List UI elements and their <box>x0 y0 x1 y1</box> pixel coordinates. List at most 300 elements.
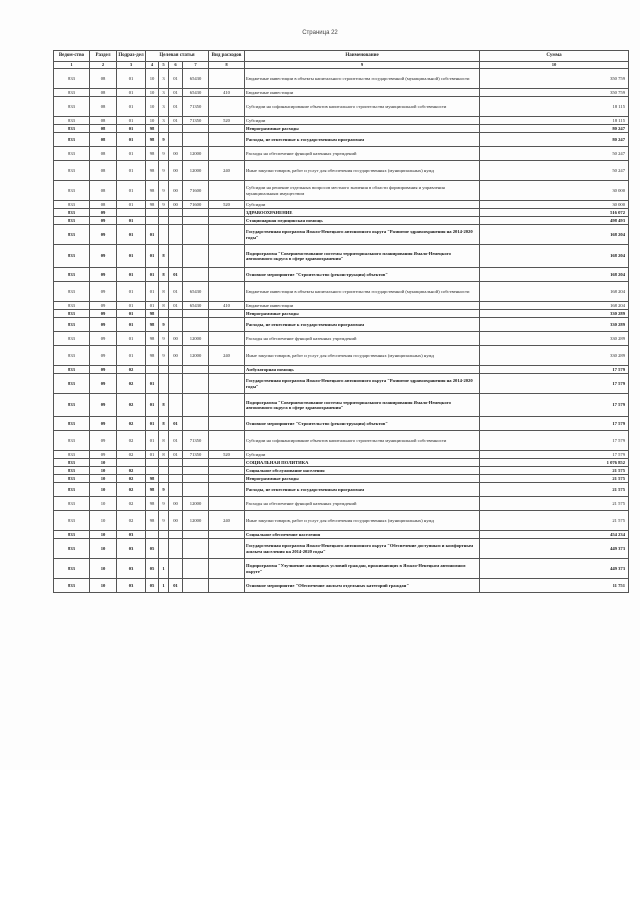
program-cell: 01 <box>146 268 159 282</box>
vedomstvo-cell: 833 <box>54 394 90 417</box>
table-row <box>54 125 629 133</box>
summa-cell: 168 204 <box>480 282 629 302</box>
table-row <box>54 318 629 332</box>
podrazdel-cell: 02 <box>117 497 146 511</box>
summa-cell: 330 289 <box>480 318 629 332</box>
event-cell <box>169 366 183 374</box>
summa-cell: 50 247 <box>480 147 629 161</box>
naimenovanie-cell: Социальное обслуживание населения <box>245 467 480 475</box>
table-row <box>54 161 629 181</box>
subprogram-cell: 8 <box>159 451 169 459</box>
table-row <box>54 451 629 459</box>
table-header-row <box>54 51 629 62</box>
razdel-cell: 09 <box>90 268 117 282</box>
table-row <box>54 539 629 559</box>
event-cell: 01 <box>169 579 183 593</box>
event-cell: 01 <box>169 451 183 459</box>
naimenovanie-cell: Бюджетные инвестиции в объекты капитального строительства государственной (муниципальной) собственности <box>245 69 480 89</box>
summa-cell: 30 000 <box>480 181 629 201</box>
podrazdel-cell: 01 <box>117 318 146 332</box>
table-body <box>54 69 629 593</box>
event-cell: 01 <box>169 302 183 310</box>
program-cell: 98 <box>146 310 159 318</box>
naimenovanie-cell: Иные закупки товаров, работ и услуг для обеспечения государственных (муниципальных) нужд <box>245 346 480 366</box>
summa-cell: 21 575 <box>480 497 629 511</box>
naimenovanie-cell: Непрограммные расходы <box>245 475 480 483</box>
razdel-cell: 09 <box>90 209 117 217</box>
razdel-cell: 09 <box>90 245 117 268</box>
naimenovanie-cell: Субсидии <box>245 201 480 209</box>
direction-cell: 12000 <box>183 346 209 366</box>
summa-cell: 168 204 <box>480 245 629 268</box>
summa-cell: 330 289 <box>480 310 629 318</box>
vedomstvo-cell: 833 <box>54 133 90 147</box>
event-cell: 00 <box>169 497 183 511</box>
razdel-cell: 09 <box>90 318 117 332</box>
podrazdel-cell: 02 <box>117 475 146 483</box>
vedomstvo-cell: 833 <box>54 431 90 451</box>
table-row <box>54 268 629 282</box>
subprogram-cell <box>159 539 169 559</box>
table-row <box>54 133 629 147</box>
subprogram-cell: 1 <box>159 559 169 579</box>
table-row <box>54 89 629 97</box>
program-cell: 98 <box>146 147 159 161</box>
summa-cell: 449 373 <box>480 539 629 559</box>
subprogram-cell: 9 <box>159 497 169 511</box>
vid-rashodov-cell <box>209 539 245 559</box>
summa-cell: 30 000 <box>480 201 629 209</box>
direction-cell <box>183 483 209 497</box>
vedomstvo-cell: 833 <box>54 366 90 374</box>
table-row <box>54 346 629 366</box>
razdel-cell: 08 <box>90 181 117 201</box>
summa-cell: 168 204 <box>480 225 629 245</box>
table-row <box>54 483 629 497</box>
vid-rashodov-cell <box>209 268 245 282</box>
program-cell: 98 <box>146 125 159 133</box>
vedomstvo-cell: 833 <box>54 310 90 318</box>
vid-rashodov-cell <box>209 282 245 302</box>
table-row <box>54 302 629 310</box>
vid-rashodov-cell: 410 <box>209 89 245 97</box>
podrazdel-cell: 03 <box>117 539 146 559</box>
event-cell <box>169 209 183 217</box>
summa-cell: 449 373 <box>480 559 629 579</box>
podrazdel-cell: 01 <box>117 133 146 147</box>
event-cell <box>169 310 183 318</box>
razdel-cell: 08 <box>90 161 117 181</box>
program-cell: 01 <box>146 245 159 268</box>
summa-cell: 21 575 <box>480 511 629 531</box>
summa-cell: 21 575 <box>480 467 629 475</box>
vid-rashodov-cell <box>209 531 245 539</box>
event-cell <box>169 559 183 579</box>
program-cell <box>146 209 159 217</box>
event-cell: 00 <box>169 161 183 181</box>
vedomstvo-cell: 833 <box>54 531 90 539</box>
podrazdel-cell: 02 <box>117 483 146 497</box>
vid-rashodov-cell: 240 <box>209 511 245 531</box>
razdel-cell: 08 <box>90 117 117 125</box>
podrazdel-cell: 01 <box>117 346 146 366</box>
header-podrazdel: Подраз-дел <box>117 51 146 62</box>
razdel-cell: 10 <box>90 467 117 475</box>
header-vedomstvo: Ведом-ство <box>54 51 90 62</box>
podrazdel-cell: 02 <box>117 451 146 459</box>
vedomstvo-cell: 833 <box>54 217 90 225</box>
subprogram-cell <box>159 366 169 374</box>
subprogram-cell <box>159 459 169 467</box>
summa-cell: 330 289 <box>480 346 629 366</box>
table-row <box>54 310 629 318</box>
vedomstvo-cell: 833 <box>54 282 90 302</box>
subprogram-cell: 8 <box>159 282 169 302</box>
column-number-row <box>54 62 629 69</box>
table-row <box>54 475 629 483</box>
direction-cell: 65430 <box>183 69 209 89</box>
subprogram-cell: 9 <box>159 147 169 161</box>
vid-rashodov-cell <box>209 459 245 467</box>
vid-rashodov-cell <box>209 69 245 89</box>
naimenovanie-cell: Стационарная медицинская помощь <box>245 217 480 225</box>
naimenovanie-cell: Расходы на обеспечение функций казенных учреждений <box>245 147 480 161</box>
table-row <box>54 467 629 475</box>
budget-table <box>53 50 629 593</box>
direction-cell <box>183 133 209 147</box>
podrazdel-cell: 01 <box>117 147 146 161</box>
subprogram-cell <box>159 217 169 225</box>
subprogram-cell: 9 <box>159 511 169 531</box>
program-cell: 98 <box>146 483 159 497</box>
summa-cell: 516 072 <box>480 209 629 217</box>
subprogram-cell: 9 <box>159 332 169 346</box>
summa-cell: 350 759 <box>480 69 629 89</box>
naimenovanie-cell: Иные закупки товаров, работ и услуг для обеспечения государственных (муниципальных) нужд <box>245 511 480 531</box>
razdel-cell: 09 <box>90 451 117 459</box>
program-cell: 05 <box>146 539 159 559</box>
vedomstvo-cell: 833 <box>54 201 90 209</box>
podrazdel-cell: 02 <box>117 374 146 394</box>
subprogram-cell: 1 <box>159 579 169 593</box>
table-row <box>54 245 629 268</box>
subprogram-cell <box>159 225 169 245</box>
direction-cell: 12000 <box>183 147 209 161</box>
vedomstvo-cell: 833 <box>54 559 90 579</box>
program-cell: 98 <box>146 332 159 346</box>
event-cell: 00 <box>169 346 183 366</box>
razdel-cell: 10 <box>90 511 117 531</box>
program-cell: 98 <box>146 133 159 147</box>
subprogram-cell: 8 <box>159 302 169 310</box>
vid-rashodov-cell <box>209 431 245 451</box>
naimenovanie-cell: Социальное обеспечение населения <box>245 531 480 539</box>
direction-cell <box>183 475 209 483</box>
program-cell: 05 <box>146 579 159 593</box>
summa-cell: 50 247 <box>480 161 629 181</box>
vedomstvo-cell: 833 <box>54 89 90 97</box>
program-cell: 01 <box>146 394 159 417</box>
naimenovanie-cell: Расходы, не отнесенные к государственным программам <box>245 483 480 497</box>
podrazdel-cell: 01 <box>117 302 146 310</box>
vedomstvo-cell: 833 <box>54 467 90 475</box>
naimenovanie-cell: Государственная программа Ямало-Ненецкого автономного округа "Развитие здравоохранения на 2014-2020 годы" <box>245 225 480 245</box>
vedomstvo-cell: 833 <box>54 483 90 497</box>
vid-rashodov-cell <box>209 374 245 394</box>
summa-cell: 168 204 <box>480 302 629 310</box>
razdel-cell: 09 <box>90 332 117 346</box>
event-cell: 00 <box>169 181 183 201</box>
razdel-cell: 10 <box>90 531 117 539</box>
subprogram-cell: 9 <box>159 318 169 332</box>
vid-rashodov-cell <box>209 559 245 579</box>
direction-cell: 71350 <box>183 117 209 125</box>
naimenovanie-cell: Субсидии на софинансирование объектов капитального строительства муниципальной собственности <box>245 431 480 451</box>
program-cell: 05 <box>146 559 159 579</box>
summa-cell: 168 204 <box>480 268 629 282</box>
naimenovanie-cell: Расходы, не отнесенные к государственным программам <box>245 133 480 147</box>
vid-rashodov-cell <box>209 483 245 497</box>
program-cell: 01 <box>146 225 159 245</box>
razdel-cell: 08 <box>90 69 117 89</box>
program-cell: 98 <box>146 475 159 483</box>
event-cell <box>169 133 183 147</box>
subprogram-cell: 3 <box>159 89 169 97</box>
column-number: 1 <box>54 62 90 69</box>
podrazdel-cell: 01 <box>117 181 146 201</box>
razdel-cell: 09 <box>90 217 117 225</box>
vedomstvo-cell: 833 <box>54 539 90 559</box>
event-cell: 01 <box>169 431 183 451</box>
event-cell: 00 <box>169 332 183 346</box>
direction-cell <box>183 209 209 217</box>
summa-cell: 17 579 <box>480 431 629 451</box>
header-summa: Сумма <box>480 51 629 62</box>
event-cell <box>169 394 183 417</box>
vedomstvo-cell: 833 <box>54 69 90 89</box>
direction-cell: 71350 <box>183 451 209 459</box>
direction-cell: 65430 <box>183 89 209 97</box>
naimenovanie-cell: Основное мероприятие "Строительство (реконструкция) объектов" <box>245 417 480 431</box>
summa-cell: 80 247 <box>480 125 629 133</box>
podrazdel-cell: 01 <box>117 332 146 346</box>
program-cell: 98 <box>146 346 159 366</box>
vedomstvo-cell: 833 <box>54 459 90 467</box>
table-row <box>54 69 629 89</box>
event-cell: 01 <box>169 89 183 97</box>
podrazdel-cell: 01 <box>117 310 146 318</box>
summa-cell: 17 579 <box>480 366 629 374</box>
podrazdel-cell: 01 <box>117 161 146 181</box>
podrazdel-cell: 01 <box>117 97 146 117</box>
column-number: 7 <box>183 62 209 69</box>
naimenovanie-cell: Амбулаторная помощь <box>245 366 480 374</box>
podrazdel-cell: 02 <box>117 394 146 417</box>
razdel-cell: 09 <box>90 310 117 318</box>
event-cell: 01 <box>169 69 183 89</box>
vedomstvo-cell: 833 <box>54 147 90 161</box>
subprogram-cell: 8 <box>159 417 169 431</box>
event-cell <box>169 467 183 475</box>
podrazdel-cell: 01 <box>117 225 146 245</box>
vid-rashodov-cell <box>209 133 245 147</box>
summa-cell: 17 579 <box>480 417 629 431</box>
table-row <box>54 332 629 346</box>
event-cell <box>169 475 183 483</box>
direction-cell: 71350 <box>183 431 209 451</box>
header-naimenovanie: Наименование <box>245 51 480 62</box>
vedomstvo-cell: 833 <box>54 497 90 511</box>
razdel-cell: 09 <box>90 431 117 451</box>
razdel-cell: 08 <box>90 201 117 209</box>
summa-cell: 17 579 <box>480 451 629 459</box>
naimenovanie-cell: Субсидии на софинансирование объектов капитального строительства муниципальной собственности <box>245 97 480 117</box>
program-cell: 98 <box>146 161 159 181</box>
table-row <box>54 282 629 302</box>
direction-cell <box>183 245 209 268</box>
naimenovanie-cell: Основное мероприятие "Обеспечение жильем отдельных категорий граждан" <box>245 579 480 593</box>
direction-cell <box>183 125 209 133</box>
column-number: 10 <box>480 62 629 69</box>
subprogram-cell: 3 <box>159 117 169 125</box>
summa-cell: 17 579 <box>480 374 629 394</box>
vid-rashodov-cell <box>209 310 245 318</box>
vid-rashodov-cell: 520 <box>209 117 245 125</box>
table-row <box>54 117 629 125</box>
vid-rashodov-cell: 520 <box>209 451 245 459</box>
vid-rashodov-cell: 410 <box>209 302 245 310</box>
razdel-cell: 10 <box>90 483 117 497</box>
vid-rashodov-cell <box>209 245 245 268</box>
program-cell: 10 <box>146 89 159 97</box>
naimenovanie-cell: Непрограммные расходы <box>245 125 480 133</box>
razdel-cell: 08 <box>90 147 117 161</box>
razdel-cell: 09 <box>90 417 117 431</box>
direction-cell <box>183 318 209 332</box>
vedomstvo-cell: 833 <box>54 332 90 346</box>
vid-rashodov-cell <box>209 125 245 133</box>
subprogram-cell: 9 <box>159 201 169 209</box>
program-cell: 10 <box>146 69 159 89</box>
table-row <box>54 511 629 531</box>
subprogram-cell <box>159 310 169 318</box>
table-row <box>54 559 629 579</box>
podrazdel-cell: 03 <box>117 531 146 539</box>
table-row <box>54 417 629 431</box>
naimenovanie-cell: Субсидии <box>245 117 480 125</box>
naimenovanie-cell: Подпрограмма "Совершенствование системы территориального планирования Ямало-Ненецкого автономного округа в сфере здравоохранения" <box>245 394 480 417</box>
razdel-cell: 09 <box>90 346 117 366</box>
event-cell <box>169 374 183 394</box>
naimenovanie-cell: Расходы на обеспечение функций казенных учреждений <box>245 497 480 511</box>
podrazdel-cell: 01 <box>117 201 146 209</box>
subprogram-cell <box>159 374 169 394</box>
program-cell <box>146 459 159 467</box>
razdel-cell: 08 <box>90 133 117 147</box>
summa-cell: 21 575 <box>480 475 629 483</box>
podrazdel-cell: 02 <box>117 431 146 451</box>
naimenovanie-cell: Субсидии на решение отдельных вопросов местного значения в области формирования и управления муниципальным имуществом <box>245 181 480 201</box>
program-cell: 01 <box>146 374 159 394</box>
vid-rashodov-cell <box>209 467 245 475</box>
vedomstvo-cell: 833 <box>54 225 90 245</box>
program-cell: 98 <box>146 511 159 531</box>
podrazdel-cell <box>117 459 146 467</box>
naimenovanie-cell: СОЦИАЛЬНАЯ ПОЛИТИКА <box>245 459 480 467</box>
subprogram-cell <box>159 467 169 475</box>
podrazdel-cell: 02 <box>117 417 146 431</box>
summa-cell: 80 247 <box>480 133 629 147</box>
program-cell: 10 <box>146 117 159 125</box>
razdel-cell: 09 <box>90 282 117 302</box>
naimenovanie-cell: Подпрограмма "Совершенствование системы территориального планирования Ямало-Ненецкого автономного округа в сфере здравоохранения" <box>245 245 480 268</box>
direction-cell <box>183 394 209 417</box>
subprogram-cell: 9 <box>159 133 169 147</box>
naimenovanie-cell: Расходы на обеспечение функций казенных учреждений <box>245 332 480 346</box>
direction-cell <box>183 539 209 559</box>
vid-rashodov-cell <box>209 217 245 225</box>
razdel-cell: 10 <box>90 559 117 579</box>
column-number: 6 <box>169 62 183 69</box>
vedomstvo-cell: 833 <box>54 181 90 201</box>
table-row <box>54 97 629 117</box>
table-row <box>54 497 629 511</box>
direction-cell <box>183 459 209 467</box>
podrazdel-cell <box>117 209 146 217</box>
naimenovanie-cell: Государственная программа Ямало-Ненецкого автономного округа "Обеспечение доступным и комфортным жильем населения на 2014-2020 годы" <box>245 539 480 559</box>
program-cell: 98 <box>146 181 159 201</box>
podrazdel-cell: 03 <box>117 579 146 593</box>
direction-cell <box>183 579 209 593</box>
event-cell <box>169 225 183 245</box>
razdel-cell: 09 <box>90 374 117 394</box>
subprogram-cell: 3 <box>159 97 169 117</box>
table-row <box>54 531 629 539</box>
naimenovanie-cell: Государственная программа Ямало-Ненецкого автономного округа "Развитие здравоохранения на 2014-2020 годы" <box>245 374 480 394</box>
razdel-cell: 09 <box>90 302 117 310</box>
summa-cell: 18 115 <box>480 117 629 125</box>
event-cell <box>169 483 183 497</box>
column-number: 2 <box>90 62 117 69</box>
program-cell: 10 <box>146 97 159 117</box>
podrazdel-cell: 03 <box>117 559 146 579</box>
naimenovanie-cell: Подпрограмма "Улучшение жилищных условий граждан, проживающих в Ямало-Ненецком автономном округе" <box>245 559 480 579</box>
program-cell: 01 <box>146 451 159 459</box>
subprogram-cell: 8 <box>159 268 169 282</box>
podrazdel-cell: 01 <box>117 268 146 282</box>
table-row <box>54 209 629 217</box>
podrazdel-cell: 01 <box>117 69 146 89</box>
direction-cell <box>183 217 209 225</box>
vedomstvo-cell: 833 <box>54 302 90 310</box>
subprogram-cell: 8 <box>159 394 169 417</box>
vedomstvo-cell: 833 <box>54 209 90 217</box>
table-row <box>54 579 629 593</box>
subprogram-cell: 8 <box>159 431 169 451</box>
naimenovanie-cell: Бюджетные инвестиции <box>245 89 480 97</box>
direction-cell: 12000 <box>183 497 209 511</box>
direction-cell <box>183 531 209 539</box>
vid-rashodov-cell <box>209 394 245 417</box>
subprogram-cell <box>159 531 169 539</box>
event-cell <box>169 125 183 133</box>
razdel-cell: 08 <box>90 125 117 133</box>
podrazdel-cell: 02 <box>117 511 146 531</box>
program-cell: 01 <box>146 431 159 451</box>
event-cell <box>169 459 183 467</box>
subprogram-cell: 8 <box>159 245 169 268</box>
vid-rashodov-cell <box>209 147 245 161</box>
